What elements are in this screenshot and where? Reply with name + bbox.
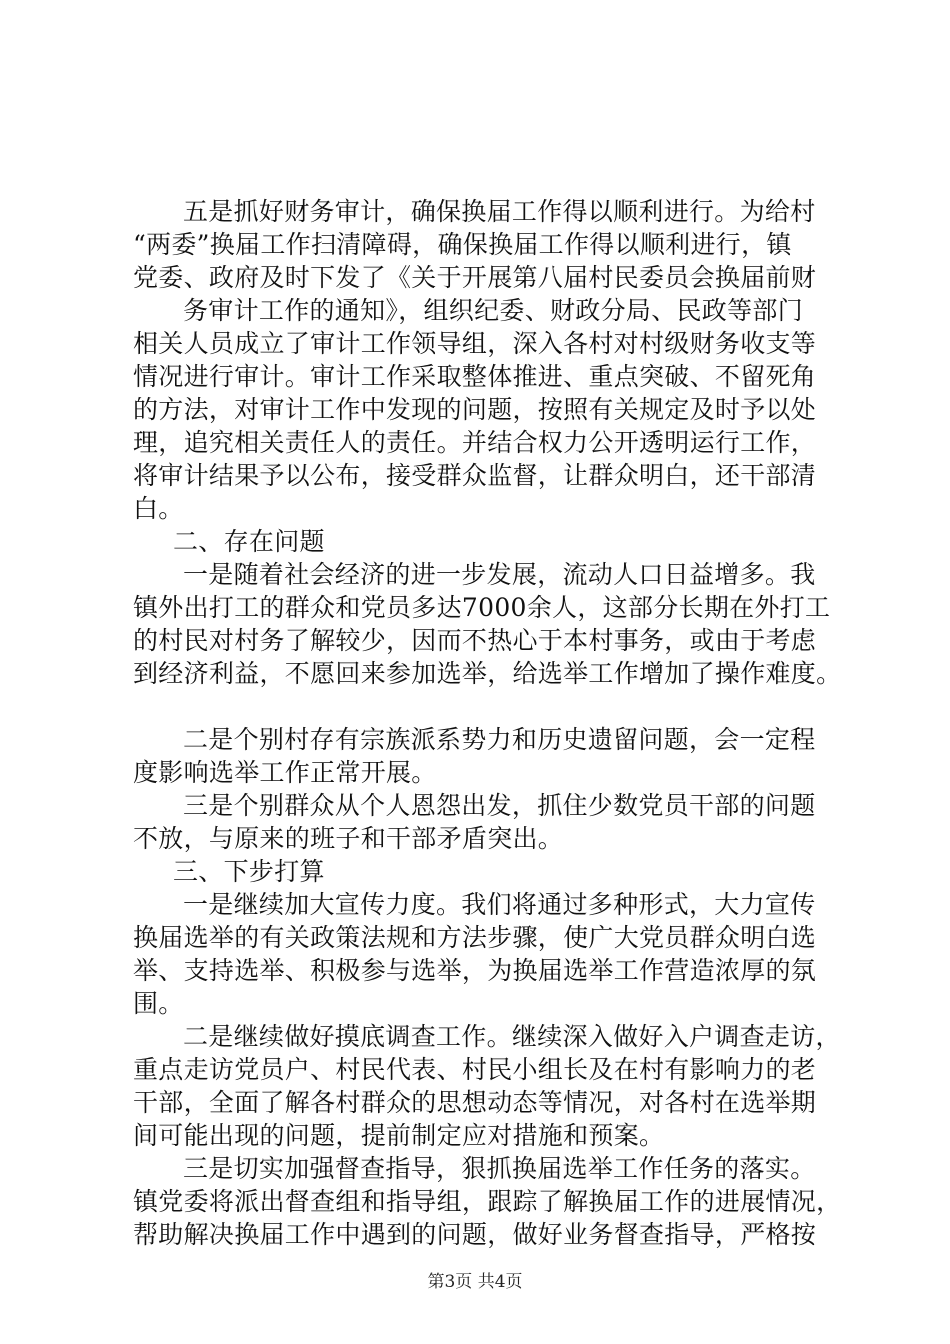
paragraph-line: 举、支持选举、积极参与选举，为换届选举工作营造浓厚的氛 <box>133 956 817 985</box>
paragraph-line: 的村民对村务了解较少，因而不热心于本村事务，或由于考虑 <box>133 626 817 655</box>
paragraph-gap <box>133 690 833 723</box>
section-heading: 二、存在问题 <box>173 527 325 556</box>
paragraph-line: 相关人员成立了审计工作领导组，深入各村对村级财务收支等 <box>133 329 817 358</box>
paragraph-line: 不放，与原来的班子和干部矛盾突出。 <box>133 824 564 853</box>
paragraph-line: 理，追究相关责任人的责任。并结合权力公开透明运行工作， <box>133 428 817 457</box>
paragraph-line: 五是抓好财务审计，确保换届工作得以顺利进行。为给村 <box>183 197 816 226</box>
paragraph-line: 换届选举的有关政策法规和方法步骤，使广大党员群众明白选 <box>133 923 817 952</box>
paragraph-line: 三是个别群众从个人恩怨出发，抓住少数党员干部的问题 <box>183 791 816 820</box>
paragraph-line: 党委、政府及时下发了《关于开展第八届村民委员会换届前财 <box>133 263 817 292</box>
paragraph-line: 白。 <box>133 494 184 523</box>
paragraph-line: 度影响选举工作正常开展。 <box>133 758 437 787</box>
paragraph-line: 镇外出打工的群众和党员多达7000余人，这部分长期在外打工 <box>133 593 831 622</box>
paragraph-line: “两委”换届工作扫清障碍，确保换届工作得以顺利进行，镇 <box>133 230 792 259</box>
section-heading: 三、下步打算 <box>173 857 325 886</box>
paragraph-line: 情况进行审计。审计工作采取整体推进、重点突破、不留死角 <box>133 362 817 391</box>
paragraph-line: 重点走访党员户、村民代表、村民小组长及在村有影响力的老 <box>133 1055 817 1084</box>
paragraph-line: 二是继续做好摸底调查工作。继续深入做好入户调查走访， <box>183 1022 841 1051</box>
paragraph-line: 的方法，对审计工作中发现的问题，按照有关规定及时予以处 <box>133 395 817 424</box>
paragraph-line: 一是随着社会经济的进一步发展，流动人口日益增多。我 <box>183 560 816 589</box>
paragraph-line: 围。 <box>133 989 184 1018</box>
paragraph-line: 镇党委将派出督查组和指导组，跟踪了解换届工作的进展情况， <box>133 1187 842 1216</box>
paragraph-line: 三是切实加强督查指导，狠抓换届选举工作任务的落实。 <box>183 1154 816 1183</box>
paragraph-line: 二是个别村存有宗族派系势力和历史遗留问题，会一定程 <box>183 725 816 754</box>
paragraph-line: 将审计结果予以公布，接受群众监督，让群众明白，还干部清 <box>133 461 817 490</box>
paragraph-line: 一是继续加大宣传力度。我们将通过多种形式，大力宣传 <box>183 890 816 919</box>
page-number-footer: 第3页 共4页 <box>427 1272 523 1292</box>
paragraph-line: 帮助解决换届工作中遇到的问题，做好业务督查指导，严格按 <box>133 1220 817 1249</box>
document-body <box>133 195 842 1251</box>
paragraph-line: 干部，全面了解各村群众的思想动态等情况，对各村在选举期 <box>133 1088 817 1117</box>
paragraph-line: 务审计工作的通知》，组织纪委、财政分局、民政等部门 <box>183 296 804 325</box>
paragraph-line: 到经济利益，不愿回来参加选举，给选举工作增加了操作难度。 <box>133 659 842 688</box>
paragraph-line: 间可能出现的问题，提前制定应对措施和预案。 <box>133 1121 665 1150</box>
